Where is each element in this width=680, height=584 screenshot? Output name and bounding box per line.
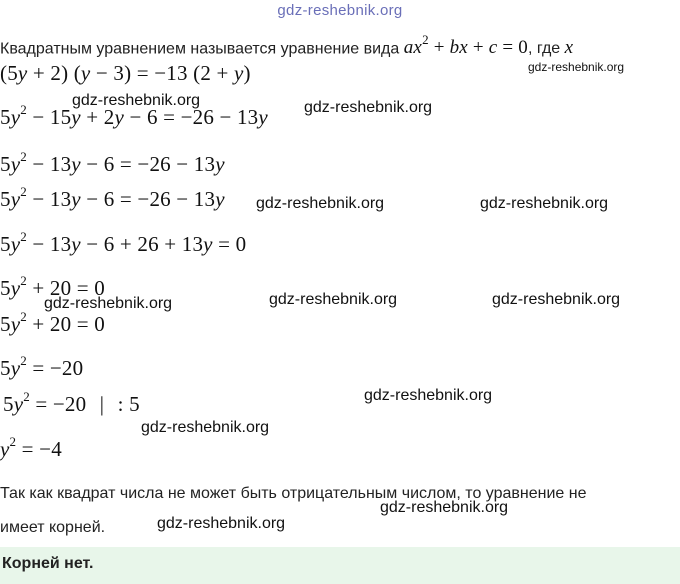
intro-formula: $ax^2$ + bx + c = 0 — [403, 32, 528, 59]
equation-line: $5y^2 + 20 = 0$ — [0, 273, 105, 300]
conclusion-line-2: имеет корней. — [0, 519, 106, 536]
equation-line: $5y^2 + 20 = 0$ — [0, 309, 105, 336]
watermark: gdz-reshebnik.org — [269, 291, 398, 308]
watermark: gdz-reshebnik.org — [141, 419, 270, 436]
watermark: gdz-reshebnik.org — [364, 387, 493, 404]
watermark: gdz-reshebnik.org — [480, 195, 609, 212]
equation-line: $y^2 = -4$ — [0, 434, 62, 461]
watermark: gdz-reshebnik.org — [44, 295, 173, 312]
answer-text: Корней нет. — [2, 555, 94, 572]
watermark: gdz-reshebnik.org — [528, 60, 625, 74]
conclusion-line-1: Так как квадрат числа не может быть отрицательным числом, то уравнение не — [0, 485, 587, 502]
equation-line: $5y^2 - 15y + 2y - 6 = -26 - 13y$ — [0, 102, 268, 129]
equation-line: $5y^2 = -20$ — [0, 353, 84, 380]
equation-line: $5y^2 - 13y - 6 = -26 - 13y$ — [0, 184, 225, 211]
watermark: gdz-reshebnik.org — [380, 499, 509, 516]
watermark-top: gdz-reshebnik.org — [277, 2, 403, 19]
watermark: gdz-reshebnik.org — [304, 99, 433, 116]
watermark: gdz-reshebnik.org — [492, 291, 621, 308]
answer-box — [0, 547, 680, 584]
intro-tail: , где x — [527, 37, 574, 59]
equation-line: (5y + 2) (y − 3) = −13 (2 + y) — [0, 61, 251, 85]
watermark: gdz-reshebnik.org — [72, 92, 201, 109]
intro-text: Квадратным уравнением называется уравнение вида — [0, 40, 400, 58]
equation-line: $5y^2 = -20$ | : 5 — [3, 389, 140, 416]
equation-line: $5y^2 - 13y - 6 = -26 - 13y$ — [0, 149, 225, 176]
equation-line: $5y^2 - 13y - 6 + 26 + 13y = 0$ — [0, 229, 247, 256]
intro-definition — [0, 34, 573, 59]
watermark: gdz-reshebnik.org — [256, 195, 385, 212]
watermark: gdz-reshebnik.org — [157, 515, 286, 532]
